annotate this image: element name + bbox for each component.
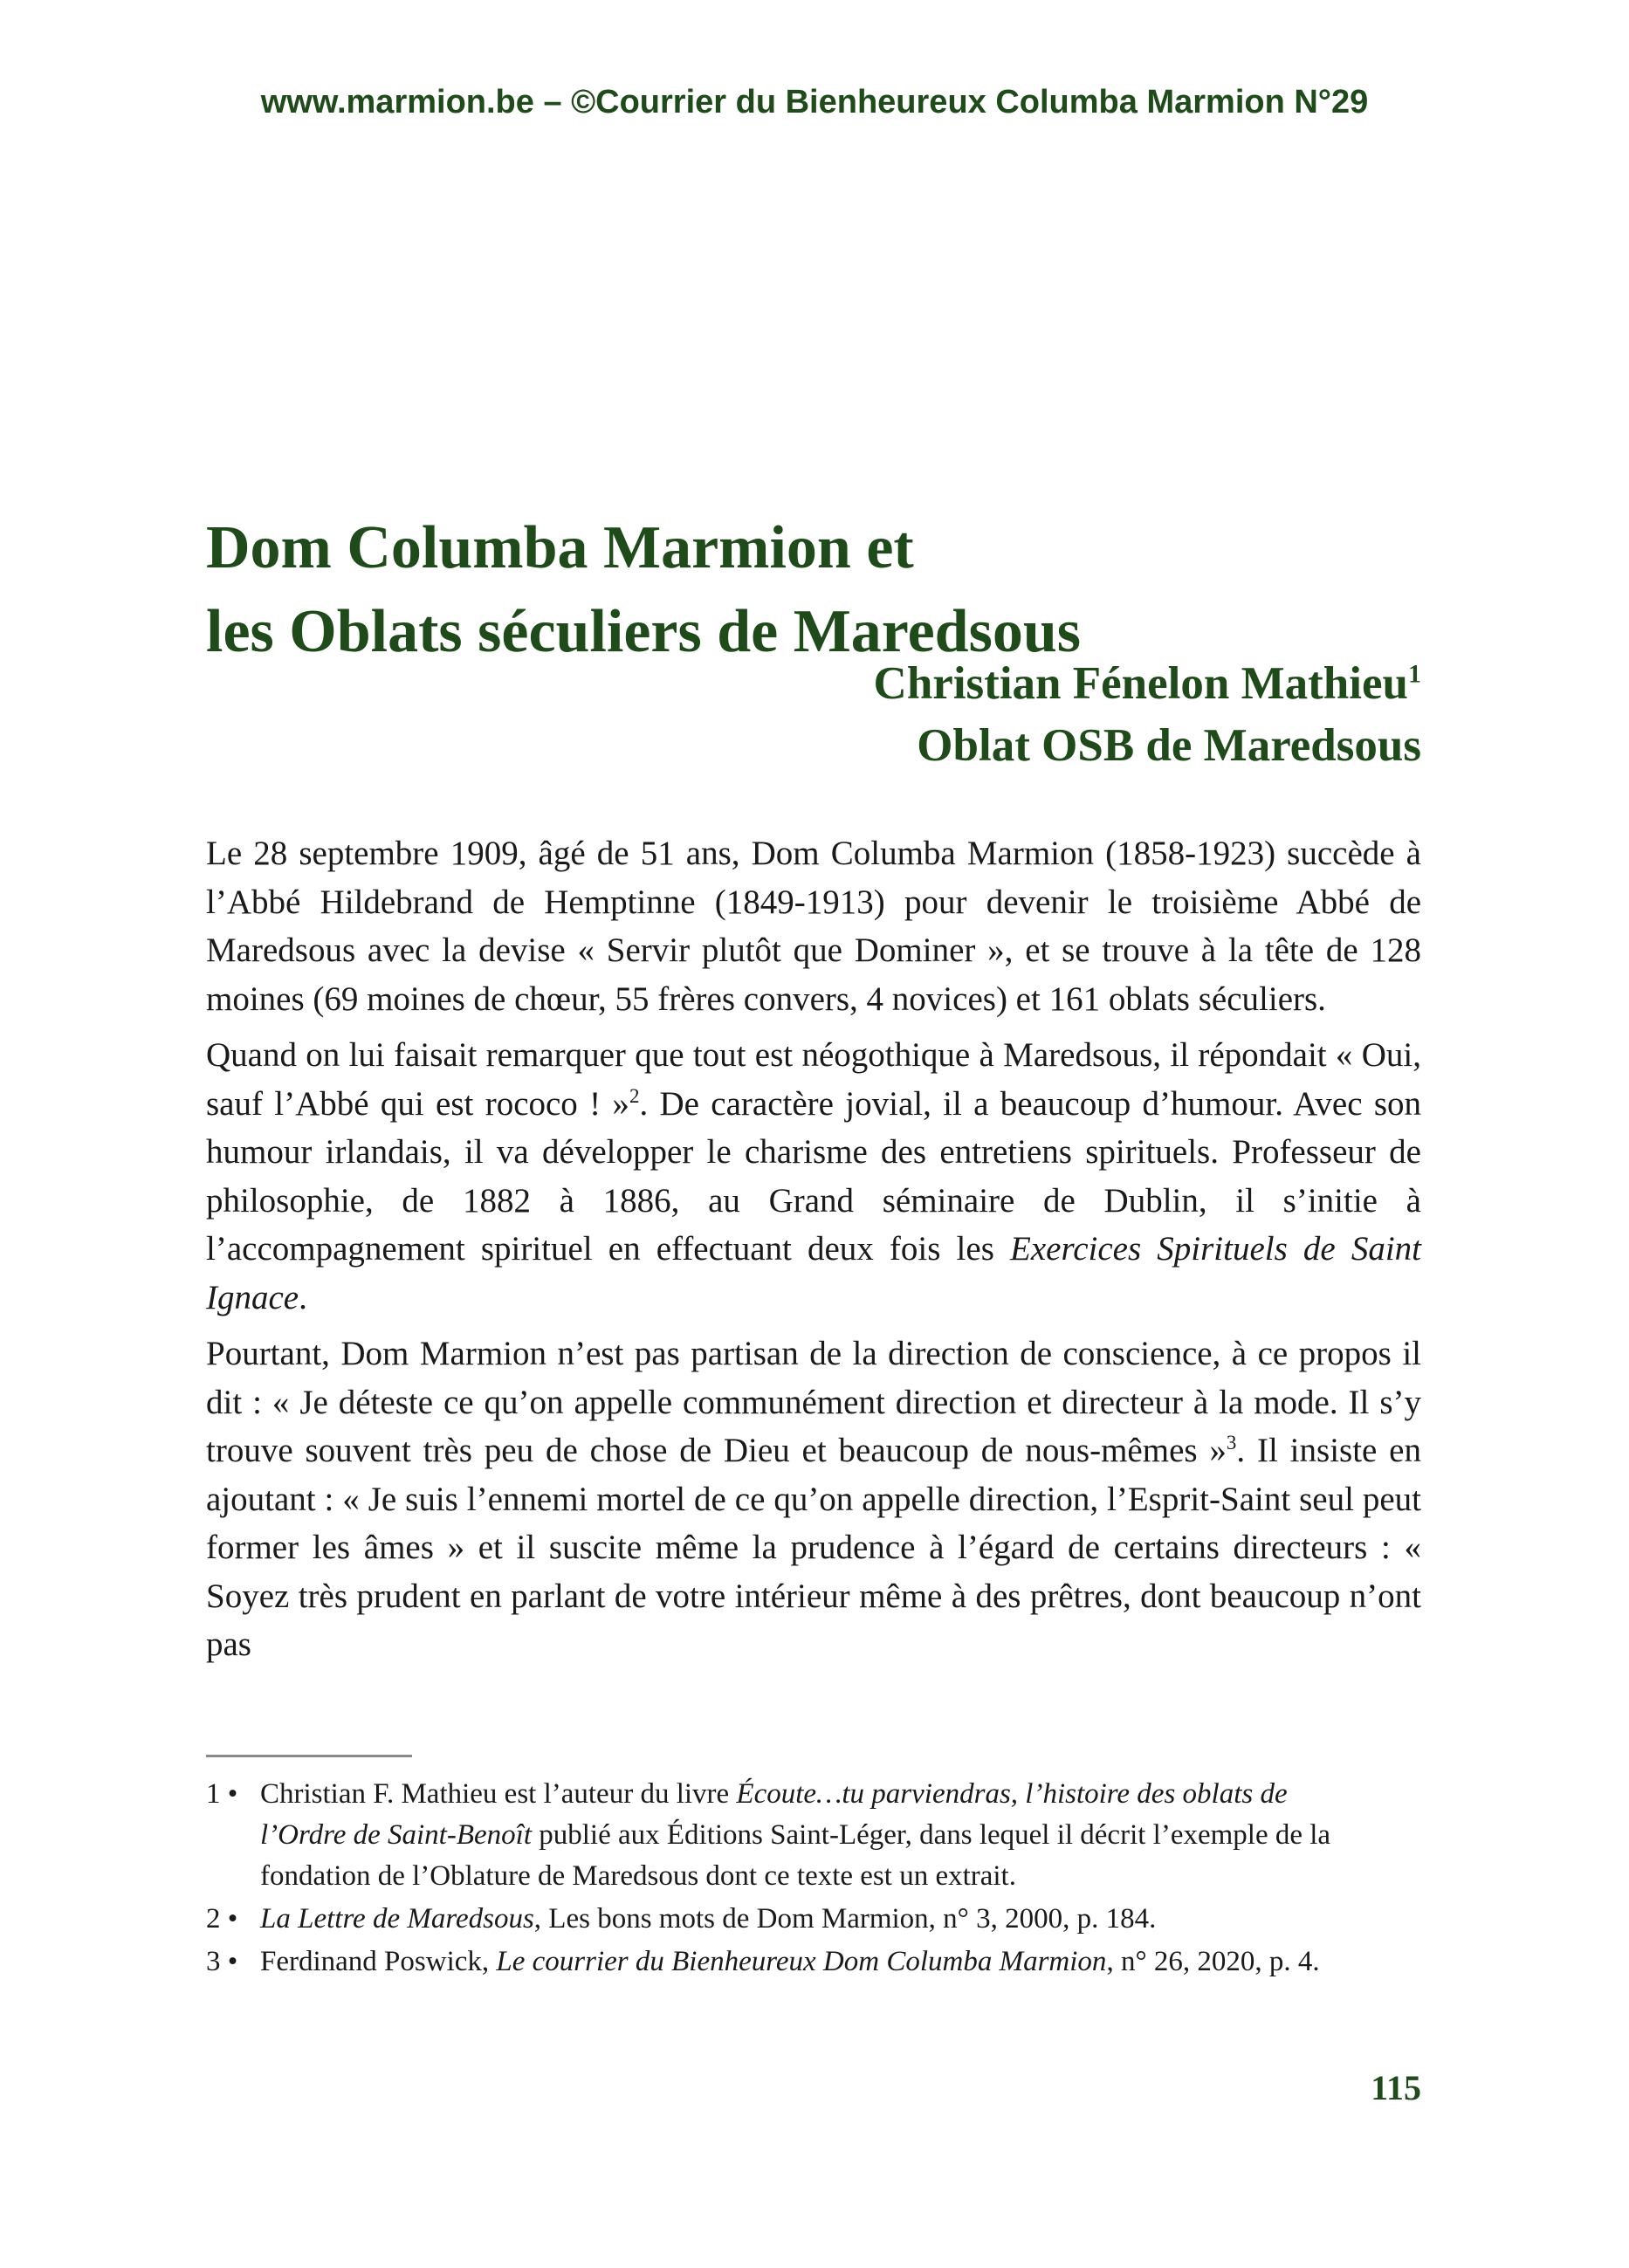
paragraph-2 — [206, 1031, 1421, 1322]
paragraph-2-text-b: . De caractère jovial, il a beaucoup d’humour. Avec son humour irlandais, il va développer le charisme des entretiens spirituels. Professeur de philosophie, de 1882 à 1886, au Grand séminaire de Dublin, il s’initie à l’accompagnement spirituel en effectuant deux fois les — [206, 1084, 1421, 1268]
footnote-3 — [206, 1942, 1421, 1983]
article-body — [206, 829, 1421, 1677]
footnote-1-number: 1 • — [206, 1778, 238, 1810]
article-title — [206, 506, 1428, 674]
footnote-1 — [206, 1774, 1421, 1897]
footnote-1-italic: Écoute…tu parviendras, l’histoire des oblats de l’Ordre de Saint-Benoît — [260, 1778, 1288, 1851]
author-block — [874, 653, 1421, 777]
title-line-2: les Oblats séculiers de Maredsous — [206, 598, 1082, 665]
author-name-line — [874, 653, 1421, 715]
paragraph-3-text-b: . Il insiste en ajoutant : « Je suis l’ennemi mortel de ce qu’on appelle direction, l’Esprit-Saint seul peut former les âmes » et il suscite même la prudence à l’égard de certains directeurs : « Soyez très prudent en parlant de votre intérieur même à des prêtres, dont beaucoup n’ont pas — [206, 1432, 1421, 1663]
author-name: Christian Fénelon Mathieu — [873, 658, 1408, 709]
footnote-2-italic: La Lettre de Maredsous — [260, 1903, 534, 1935]
paragraph-2-italic: Exercices Spirituels de Saint Ignace — [206, 1230, 1421, 1316]
footnote-3-text — [260, 1942, 1421, 1983]
footnote-3-text-a: Ferdinand Poswick, — [260, 1946, 497, 1977]
paragraph-2-text-c: . — [299, 1278, 307, 1316]
footnote-3-text-b: , n° 26, 2020, p. 4. — [1106, 1946, 1320, 1977]
paragraph-3-text-a: Pourtant, Dom Marmion n’est pas partisan de la direction de conscience, à ce propos il dit : « Je déteste ce qu’on appelle communément direction et directeur à la mode. Il s’y trouve souvent très peu de chose de Dieu et beaucoup de nous-mêmes » — [206, 1335, 1421, 1469]
author-affiliation: Oblat OSB de Maredsous — [917, 720, 1421, 771]
footnotes — [206, 1774, 1421, 1984]
paragraph-2-text-a: Quand on lui faisait remarquer que tout est néogothique à Maredsous, il répondait « Oui, sauf l’Abbé qui est rococo ! » — [206, 1036, 1421, 1123]
footnote-2 — [206, 1899, 1421, 1940]
footnote-ref-3: 3 — [1226, 1432, 1237, 1454]
footnote-3-italic: Le courrier du Bienheureux Dom Columba Marmion — [496, 1946, 1107, 1977]
footnote-ref-2: 2 — [629, 1084, 640, 1107]
footnote-2-text — [260, 1899, 1421, 1940]
page-number: 115 — [1371, 2068, 1421, 2107]
footnote-1-text-a: Christian F. Mathieu est l’auteur du livre — [260, 1778, 737, 1810]
footnote-2-text-b: , Les bons mots de Dom Marmion, n° 3, 2000, p. 184. — [533, 1903, 1157, 1935]
running-header: www.marmion.be – ©Courrier du Bienheureux Columba Marmion N°29 — [260, 84, 1369, 120]
footnote-divider — [206, 1755, 412, 1757]
paragraph-3 — [206, 1330, 1421, 1669]
footnote-1-text — [260, 1774, 1421, 1897]
footnote-1-text-b: publié aux Éditions Saint-Léger, dans lequel il décrit l’exemple de la fondation de l’Oblature de Maredsous dont ce texte est un extrait. — [260, 1819, 1331, 1892]
author-footnote-ref: 1 — [1408, 659, 1421, 689]
footnote-3-number: 3 • — [206, 1946, 238, 1977]
paragraph-1: Le 28 septembre 1909, âgé de 51 ans, Dom Columba Marmion (1858-1923) succède à l’Abbé Hildebrand de Hemptinne (1849-1913) pour devenir le troisième Abbé de Maredsous avec la devise « Servir plutôt que Dominer », et se trouve à la tête de 128 moines (69 moines de chœur, 55 frères convers, 4 novices) et 161 oblats séculiers. — [206, 835, 1421, 1018]
footnote-2-number: 2 • — [206, 1903, 238, 1935]
title-line-1: Dom Columba Marmion et — [206, 514, 914, 581]
